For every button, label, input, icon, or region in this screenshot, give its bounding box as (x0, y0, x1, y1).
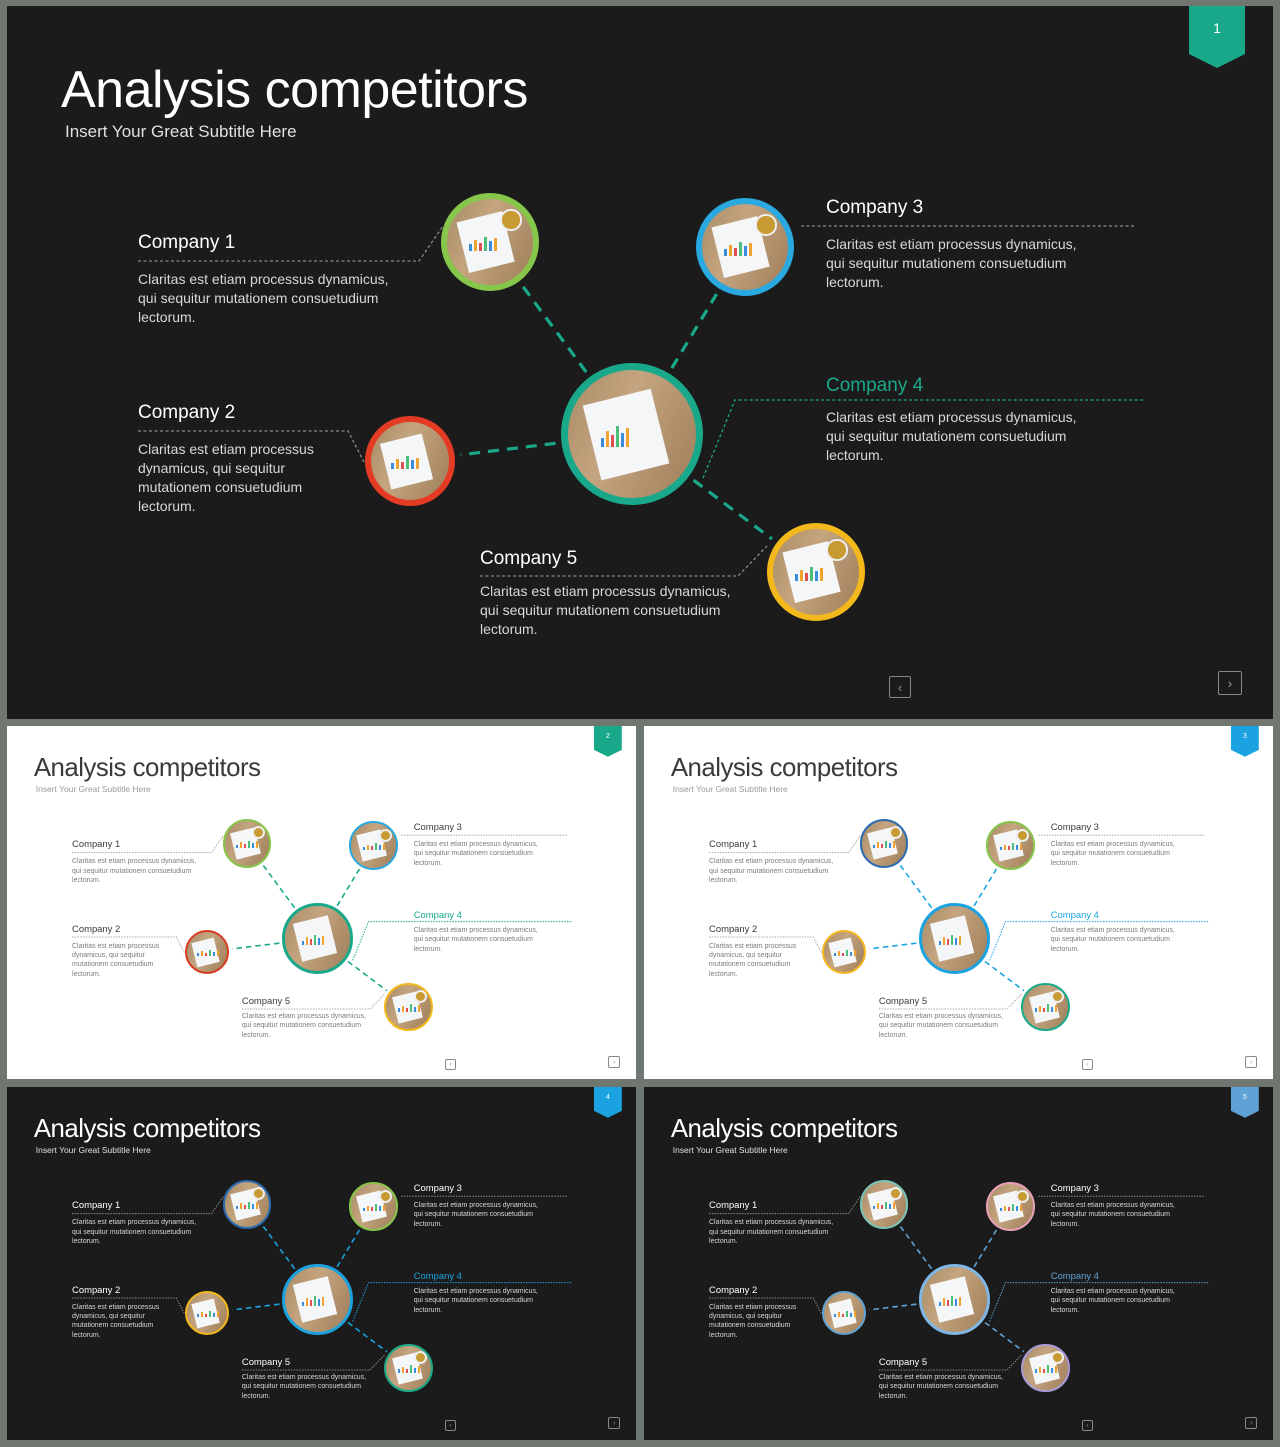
company-1-description: Claritas est etiam processus dynamicus, qui sequitur mutationem consuetudium lectorum. (709, 1219, 834, 1245)
company-5-description: Claritas est etiam processus dynamicus, qui sequitur mutationem consuetudium lectorum. (878, 1013, 1004, 1039)
coffee-cup-graphic (379, 829, 392, 842)
slide-thumbnail-3[interactable] (644, 726, 1273, 1079)
bar-graphic (1000, 1203, 1022, 1211)
slide-thumbnail-2[interactable] (7, 726, 636, 1079)
company-5-image (1021, 1344, 1070, 1393)
company-3-description: Claritas est etiam processus dynamicus, qui sequitur mutationem consuetudium lectorum. (826, 236, 1077, 290)
company-1-image (441, 193, 539, 291)
company-1-image (223, 1180, 272, 1229)
coffee-cup-graphic (414, 1351, 427, 1364)
company-1-name: Company 1 (138, 232, 236, 253)
company-3-name: Company 3 (826, 197, 924, 218)
bar-graphic (795, 565, 823, 580)
spoke-line-3 (672, 294, 717, 368)
company-5-image (384, 1344, 433, 1393)
spoke-line-2 (232, 1304, 279, 1310)
company-2-name: Company 2 (138, 402, 236, 423)
page-number: 1 (1213, 20, 1221, 36)
company-4-description: Claritas est etiam processus dynamicus, qui sequitur mutationem consuetudium lectorum. (826, 409, 1077, 463)
company-2-name: Company 2 (709, 922, 758, 934)
company-3-description: Claritas est etiam processus dynamicus, qui sequitur mutationem consuetudium lectorum. (1050, 840, 1175, 867)
company-3-name: Company 3 (413, 1181, 462, 1193)
spoke-line-5 (985, 961, 1024, 990)
company-5-description: Claritas est etiam processus dynamicus, qui sequitur mutationem consuetudium lectorum. (480, 583, 731, 637)
company-4-image (919, 903, 990, 974)
prev-slide-button[interactable]: ‹ (1082, 1420, 1093, 1431)
slide-title: Analysis competitors (61, 61, 528, 119)
company-5-name: Company 5 (241, 1356, 291, 1368)
company-1-description: Claritas est etiam processus dynamicus, qui sequitur mutationem consuetudium lectorum. (138, 271, 389, 325)
company-2-description: Claritas est etiam processus dynamicus, qui sequitur mutationem consuetudium lectorum. (709, 1303, 797, 1339)
company-3-image (349, 1182, 398, 1231)
bar-graphic (834, 1310, 856, 1317)
spoke-line-1 (900, 865, 932, 908)
bar-graphic (939, 1295, 961, 1307)
bar-graphic (1035, 1365, 1057, 1373)
coffee-cup-graphic (826, 539, 847, 560)
company-4-name: Company 4 (413, 909, 462, 921)
coffee-cup-graphic (252, 826, 265, 839)
spoke-line-5 (348, 1322, 387, 1351)
company-1-description: Claritas est etiam processus dynamicus, qui sequitur mutationem consuetudium lectorum. (72, 858, 197, 884)
company-1-name: Company 1 (709, 838, 758, 850)
coffee-cup-graphic (500, 209, 521, 230)
company-1-name: Company 1 (72, 1199, 121, 1211)
bar-graphic (391, 455, 419, 469)
company-4-description: Claritas est etiam processus dynamicus, qui sequitur mutationem consuetudium lectorum. (1050, 1287, 1175, 1314)
company-4-image (919, 1264, 990, 1335)
company-4-image (282, 1264, 353, 1335)
slide-thumbnail-4[interactable] (7, 1087, 636, 1440)
company-2-description: Claritas est etiam processus dynamicus, qui sequitur mutationem consuetudium lectorum. (709, 942, 797, 978)
bar-graphic (302, 1295, 324, 1307)
coffee-cup-graphic (1051, 1351, 1064, 1364)
next-slide-button[interactable]: › (1218, 671, 1242, 695)
company-1-image (223, 819, 272, 868)
slide-title: Analysis competitors (33, 1114, 261, 1143)
bar-graphic (197, 949, 219, 956)
bar-graphic (834, 949, 856, 956)
next-slide-button[interactable]: › (1245, 1417, 1257, 1429)
company-5-image (1021, 983, 1070, 1032)
bar-graphic (363, 1203, 385, 1211)
company-3-image (986, 1182, 1035, 1231)
company-5-description: Claritas est etiam processus dynamicus, qui sequitur mutationem consuetudium lectorum. (241, 1374, 367, 1400)
spoke-line-2 (461, 443, 556, 455)
company-1-description: Claritas est etiam processus dynamicus, qui sequitur mutationem consuetudium lectorum. (709, 858, 834, 884)
company-4-image (282, 903, 353, 974)
spoke-line-1 (263, 865, 295, 908)
coffee-cup-graphic (1016, 1190, 1029, 1203)
prev-slide-button[interactable]: ‹ (445, 1059, 456, 1070)
bar-graphic (197, 1310, 219, 1317)
company-5-name: Company 5 (878, 995, 928, 1007)
company-2-name: Company 2 (709, 1283, 758, 1295)
prev-slide-button[interactable]: ‹ (889, 676, 911, 698)
spoke-line-3 (337, 869, 359, 906)
company-1-image (860, 1180, 909, 1229)
bar-graphic (601, 424, 629, 447)
company-5-description: Claritas est etiam processus dynamicus, qui sequitur mutationem consuetudium lectorum. (241, 1013, 367, 1039)
company-3-image (349, 821, 398, 870)
company-5-name: Company 5 (241, 995, 291, 1007)
company-3-name: Company 3 (1050, 1181, 1099, 1193)
bar-graphic (1035, 1004, 1057, 1012)
company-4-name: Company 4 (413, 1270, 462, 1282)
company-5-name: Company 5 (878, 1356, 928, 1368)
spoke-line-5 (348, 961, 387, 990)
slide-subtitle: Insert Your Great Subtitle Here (672, 1144, 788, 1155)
coffee-cup-graphic (414, 990, 427, 1003)
company-2-name: Company 2 (72, 922, 121, 934)
bar-graphic (236, 1201, 258, 1209)
coffee-cup-graphic (755, 214, 776, 235)
company-1-name: Company 1 (709, 1199, 758, 1211)
coffee-cup-graphic (1051, 990, 1064, 1003)
company-5-description: Claritas est etiam processus dynamicus, qui sequitur mutationem consuetudium lectorum. (878, 1374, 1004, 1400)
company-4-name: Company 4 (1050, 909, 1099, 921)
company-1-name: Company 1 (72, 838, 121, 850)
company-5-name: Company 5 (480, 548, 578, 569)
prev-slide-button[interactable]: ‹ (1082, 1059, 1093, 1070)
bar-graphic (398, 1365, 420, 1373)
bar-graphic (469, 235, 497, 250)
coffee-cup-graphic (889, 1187, 902, 1200)
page-number: 5 (1242, 1093, 1247, 1101)
slide-title: Analysis competitors (670, 753, 898, 782)
company-3-description: Claritas est etiam processus dynamicus, qui sequitur mutationem consuetudium lectorum. (1050, 1201, 1175, 1228)
company-1-description: Claritas est etiam processus dynamicus, qui sequitur mutationem consuetudium lectorum. (72, 1219, 197, 1245)
company-3-image (986, 821, 1035, 870)
company-4-description: Claritas est etiam processus dynamicus, qui sequitur mutationem consuetudium lectorum. (413, 1287, 538, 1314)
prev-slide-button[interactable]: ‹ (445, 1420, 456, 1431)
company-2-image (365, 416, 455, 506)
spoke-line-5 (694, 480, 772, 539)
company-2-description: Claritas est etiam processus dynamicus, qui sequitur mutationem consuetudium lectorum. (138, 441, 314, 514)
spoke-line-3 (974, 869, 996, 906)
slide-subtitle: Insert Your Great Subtitle Here (35, 783, 151, 794)
company-3-name: Company 3 (1050, 820, 1099, 832)
company-1-image (860, 819, 909, 868)
bar-graphic (398, 1004, 420, 1012)
slide-subtitle: Insert Your Great Subtitle Here (672, 783, 788, 794)
page-number: 2 (605, 732, 610, 740)
spoke-line-2 (869, 943, 916, 949)
bar-graphic (873, 840, 895, 848)
company-4-description: Claritas est etiam processus dynamicus, qui sequitur mutationem consuetudium lectorum. (1050, 926, 1175, 953)
slide-main (7, 6, 1273, 719)
bar-graphic (302, 934, 324, 946)
company-3-image (696, 198, 794, 296)
next-slide-button[interactable]: › (1245, 1056, 1257, 1068)
page-number: 4 (605, 1093, 610, 1101)
bar-graphic (236, 840, 258, 848)
spoke-line-5 (985, 1322, 1024, 1351)
slide-subtitle: Insert Your Great Subtitle Here (35, 1144, 151, 1155)
spoke-line-2 (232, 943, 279, 949)
company-4-description: Claritas est etiam processus dynamicus, qui sequitur mutationem consuetudium lectorum. (413, 926, 538, 953)
coffee-cup-graphic (252, 1187, 265, 1200)
slide-subtitle: Insert Your Great Subtitle Here (65, 122, 297, 141)
company-2-description: Claritas est etiam processus dynamicus, qui sequitur mutationem consuetudium lectorum. (72, 942, 160, 978)
slide-title: Analysis competitors (670, 1114, 898, 1143)
coffee-cup-graphic (379, 1190, 392, 1203)
bar-graphic (724, 240, 752, 255)
spoke-line-3 (337, 1230, 359, 1267)
company-5-image (767, 523, 865, 621)
company-5-image (384, 983, 433, 1032)
spoke-line-1 (523, 286, 587, 372)
next-slide-button[interactable]: › (608, 1417, 620, 1429)
company-3-name: Company 3 (413, 820, 462, 832)
bar-graphic (363, 842, 385, 850)
bar-graphic (939, 934, 961, 946)
slide-title: Analysis competitors (33, 753, 261, 782)
company-4-image (561, 363, 703, 505)
company-4-name: Company 4 (1050, 1270, 1099, 1282)
spoke-line-1 (263, 1226, 295, 1269)
company-2-description: Claritas est etiam processus dynamicus, qui sequitur mutationem consuetudium lectorum. (72, 1303, 160, 1339)
coffee-cup-graphic (1016, 829, 1029, 842)
company-3-description: Claritas est etiam processus dynamicus, qui sequitur mutationem consuetudium lectorum. (413, 1201, 538, 1228)
spoke-line-2 (869, 1304, 916, 1310)
bar-graphic (873, 1201, 895, 1209)
page-number: 3 (1242, 732, 1247, 740)
bar-graphic (1000, 842, 1022, 850)
coffee-cup-graphic (889, 826, 902, 839)
company-2-name: Company 2 (72, 1283, 121, 1295)
slide-thumbnail-5[interactable] (644, 1087, 1273, 1440)
spoke-line-3 (974, 1230, 996, 1267)
company-4-name: Company 4 (826, 375, 924, 396)
next-slide-button[interactable]: › (608, 1056, 620, 1068)
company-3-description: Claritas est etiam processus dynamicus, qui sequitur mutationem consuetudium lectorum. (413, 840, 538, 867)
spoke-line-1 (900, 1226, 932, 1269)
